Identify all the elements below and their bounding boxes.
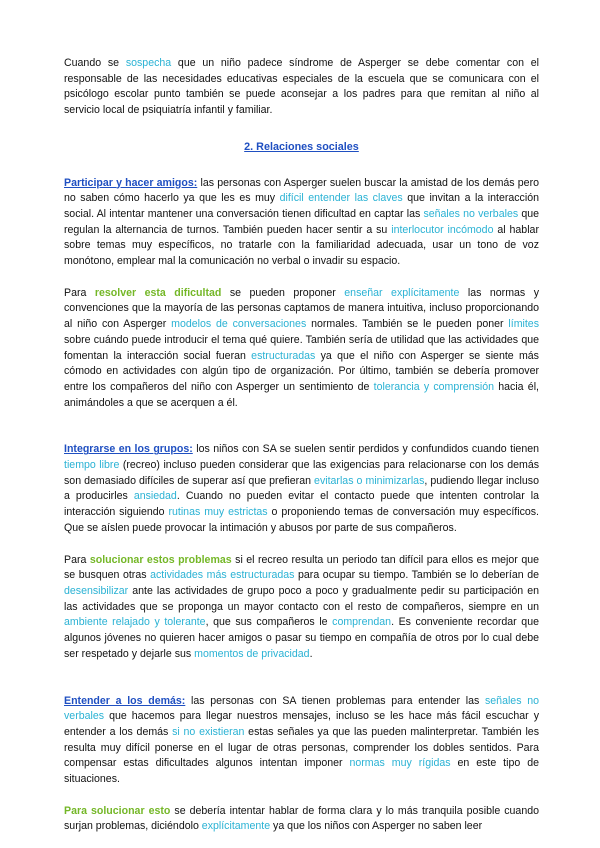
paragraph-highlight: Participar y hacer amigos: — [64, 176, 198, 189]
paragraph-text: hacia él, animándoles a que se acerquen a él. — [64, 380, 539, 409]
paragraph-highlight: enseñar explícitamente — [344, 286, 460, 299]
paragraph-text: o proponiendo temas de conversación muy específicos. Que se aíslen puede provocar la intimación y abusos por parte de sus compañeros. — [64, 506, 539, 534]
paragraph-text: las personas con SA tienen problemas para entender las — [185, 694, 485, 707]
paragraph-solucionar-problemas — [64, 553, 539, 663]
intro-text: que un niño padece síndrome de Asperger se debe comentar con el responsable de las necesidades educativas especiales de la escuela que se comunicara con el psicólogo escolar punto también se puede aconsejar a los padres para que remitan al niño al servicio local de psiquiatría infantil y familiar. — [64, 57, 540, 117]
paragraph-highlight: señales no verbales — [64, 694, 539, 723]
paragraph-highlight: normas muy rígidas — [349, 757, 451, 770]
section-heading: 2. Relaciones sociales — [244, 140, 359, 153]
paragraph-highlight: límites — [508, 318, 539, 331]
paragraph-highlight: momentos de privacidad — [194, 647, 310, 660]
paragraph-text: las personas con Asperger suelen buscar la amistad de los demás pero no saben cómo hacerlo ya que les es muy — [64, 176, 539, 205]
paragraph-text: estas señales ya que las pueden malinterpretar. También les resulta muy difícil ponerse en el lugar de otras personas, comprender los dobles sentidos. Para compensar estas dificultades algunos intentan imponer — [64, 725, 539, 770]
paragraph-highlight: estructuradas — [251, 349, 316, 362]
paragraph-highlight: interlocutor incómodo — [391, 223, 494, 236]
paragraph-highlight: desensibilizar — [64, 584, 129, 597]
paragraph-text: las normas y convenciones que la mayoría de las personas captamos de manera intuitiva, incluso proporcionando al niño con Asperger — [64, 286, 539, 331]
paragraph-text: Para — [64, 553, 90, 566]
intro-highlight: sospecha — [125, 57, 172, 69]
paragraph-text: para ocupar su tiempo. También se lo deberían de — [294, 569, 539, 582]
paragraph-text: ya que los niños con Asperger no saben leer — [270, 820, 483, 833]
paragraph-highlight: resolver esta dificultad — [94, 286, 222, 299]
paragraph-highlight: señales no verbales — [423, 207, 519, 220]
paragraph-entender — [64, 694, 539, 788]
paragraph-text: , que sus compañeros le — [205, 616, 333, 629]
paragraph-highlight: actividades más estructuradas — [150, 569, 295, 582]
paragraph-text: si el recreo resulta un periodo tan difícil para ellos es mejor que se busquen otras — [64, 553, 539, 582]
paragraph-highlight: ansiedad — [133, 490, 177, 503]
paragraph-highlight: ambiente relajado y tolerante — [64, 616, 206, 629]
paragraph-text: normales. También se le pueden poner — [306, 318, 509, 331]
paragraph-text: . Es conveniente recordar que algunos jóvenes no quieren hacer amigos o pasar su tiempo en compañía de otros por lo cual debe ser respetado y dejarle sus — [64, 616, 539, 660]
paragraph-highlight: Integrarse en los grupos: — [64, 443, 193, 456]
paragraph-highlight: rutinas muy estrictas — [168, 506, 268, 519]
paragraph-text: que invitan a la interacción social. Al intentar mantener una conversación tienen dificultad en captar las — [64, 192, 539, 220]
intro-paragraph — [64, 56, 539, 119]
paragraph-text: los niños con SA se suelen sentir perdidos y confundidos cuando tienen — [192, 443, 540, 456]
paragraph-text: Para — [64, 286, 95, 299]
paragraph-text: ya que el niño con Asperger se siente más cómodo en actividades con algún tipo de organización. Por último, también se debería promover entre los compañeros del niño con Asperger un sentimiento de — [64, 349, 539, 393]
paragraph-solucionar-esto — [64, 804, 539, 835]
paragraph-highlight: evitarlas o minimizarlas — [314, 474, 425, 487]
paragraph-text: que regulan la alternancia de turnos. También pueden hacer sentir a su — [64, 207, 539, 236]
paragraph-highlight: Entender a los demás: — [64, 694, 186, 707]
paragraph-text: al hablar sobre temas muy específicos, no tratarle con la familiaridad adecuada, usar un tono de voz monótono, emplear mal la comunicación no verbal o invadir su espacio. — [64, 223, 539, 268]
paragraph-highlight: Para solucionar esto — [64, 804, 171, 817]
paragraph-integrarse — [64, 442, 539, 536]
paragraph-text: en este tipo de situaciones. — [64, 757, 539, 786]
paragraph-text: . — [309, 647, 313, 660]
paragraph-text: se pueden proponer — [221, 286, 345, 299]
paragraph-highlight: si no existieran — [172, 725, 245, 738]
intro-text: Cuando se — [64, 57, 126, 69]
paragraph-text: que hacemos para llegar nuestros mensajes, incluso se les hace más fácil escuchar y entender a los demás — [64, 710, 539, 738]
paragraph-text: (recreo) incluso pueden considerar que las exigencias para relacionarse con los demás son demasiado difíciles de superar así que prefieran — [64, 459, 540, 487]
paragraph-text: , pudiendo llegar incluso a producirles — [64, 474, 539, 503]
paragraph-text: sobre cuándo puede introducir el tema qué quiere. También sería de utilidad que las actividades que fomentan la interacción social fueran — [64, 333, 539, 362]
paragraph-highlight: explícitamente — [201, 820, 271, 833]
paragraph-participar — [64, 176, 539, 270]
paragraph-text: ante las actividades de grupo poco a poco y gradualmente pedir su participación en las actividades que se proponga un mayor contacto con el resto de compañeros, siempre en un — [64, 584, 539, 613]
paragraph-highlight: modelos de conversaciones — [171, 318, 307, 331]
paragraph-highlight: solucionar estos problemas — [89, 553, 232, 566]
paragraph-highlight: comprendan — [332, 616, 392, 629]
paragraph-highlight: difícil entender las claves — [279, 192, 403, 205]
paragraph-text: se debería intentar hablar de forma clara y lo más tranquila posible cuando surjan problemas, diciéndolo — [64, 804, 539, 833]
paragraph-text: . Cuando no pueden evitar el contacto puede que intenten controlar la interacción siguiendo — [64, 490, 540, 519]
paragraph-resolver — [64, 286, 539, 412]
document-page — [64, 56, 539, 835]
paragraph-highlight: tolerancia y comprensión — [373, 380, 495, 393]
paragraph-highlight: tiempo libre — [64, 459, 120, 472]
